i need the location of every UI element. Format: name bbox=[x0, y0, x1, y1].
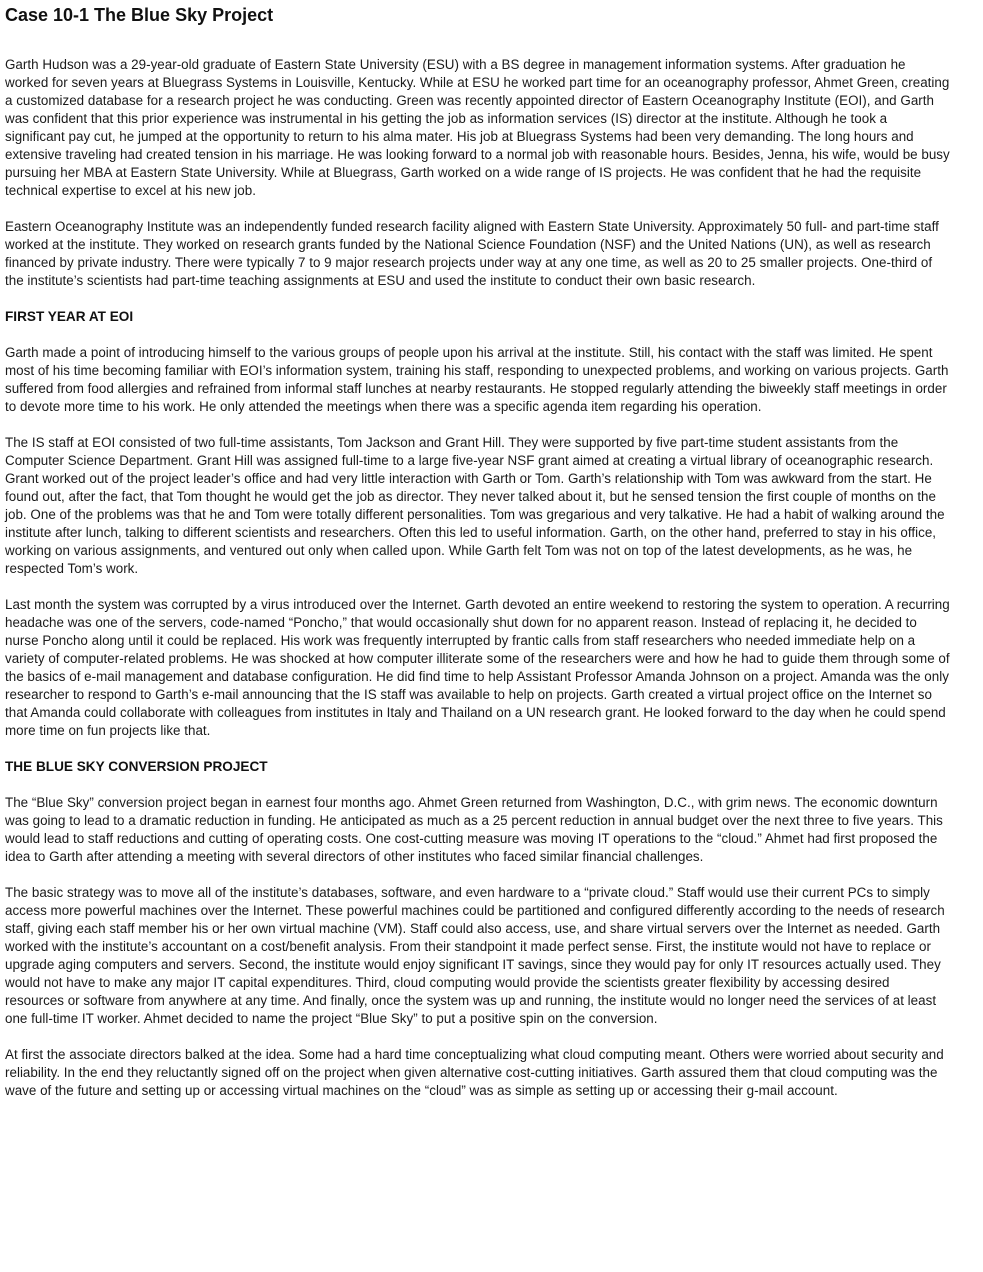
intro-paragraph-2: Eastern Oceanography Institute was an independently funded research facility aligned with Eastern State University. Approximately 50 full- and part-time staff worked at the institute. They worked on research grants funded by the National Science Foundation (NSF) and the United Nations (UN), as well as research financed by private industry. There were typically 7 to 9 major research projects under way at any one time, as well as 20 to 25 smaller projects. One-third of the institute’s scientists had part-time teaching assignments at ESU and used the institute to conduct their own basic research. bbox=[5, 219, 939, 288]
intro-paragraph-1: Garth Hudson was a 29-year-old graduate of Eastern State University (ESU) with a BS degree in management information systems. After graduation he worked for seven years at Bluegrass Systems in Louisville, Kentucky. While at ESU he worked part time for an oceanography professor, Ahmet Green, creating a customized database for a research project he was conducting. Green was recently appointed director of Eastern Oceanography Institute (EOI), and Garth was confident that this prior experience was instrumental in his getting the job as information services (IS) director at the institute. Although he took a significant pay cut, he jumped at the opportunity to return to his alma mater. His job at Bluegrass Systems had been very demanding. The long hours and extensive traveling had created tension in his marriage. He was looking forward to a normal job with reasonable hours. Besides, Jenna, his wife, would be busy pursuing her MBA at Eastern State University. While at Bluegrass, Garth worked on a wide range of IS projects. He was confident that he had the requisite technical expertise to excel at his new job. bbox=[5, 57, 950, 198]
document bbox=[5, 4, 950, 1118]
blue-sky-paragraph-2: The basic strategy was to move all of the institute’s databases, software, and even hardware to a “private cloud.” Staff would use their current PCs to simply access more powerful machines over the Internet. These powerful machines could be partitioned and configured differently according to the needs of research staff, giving each staff member his or her own virtual machine (VM). Staff could also access, use, and share virtual servers over the Internet as needed. Garth worked with the institute’s accountant on a cost/benefit analysis. From their standpoint it made perfect sense. First, the institute would not have to replace or upgrade aging computers and servers. Second, the institute would enjoy significant IT savings, since they would pay for only IT resources actually used. They would not have to make any major IT capital expenditures. Third, cloud computing would provide the scientists greater flexibility by accessing desired resources or software from anywhere at any time. And finally, once the system was up and running, the institute would no longer need the services of at least one full-time IT worker. Ahmet decided to name the project “Blue Sky” to put a positive spin on the conversion. bbox=[5, 885, 945, 1026]
case-title: Case 10-1 The Blue Sky Project bbox=[5, 5, 274, 25]
section-heading-first-year: FIRST YEAR AT EOI bbox=[5, 309, 134, 324]
blue-sky-paragraph-3: At first the associate directors balked at the idea. Some had a hard time conceptualizing what cloud computing meant. Others were worried about security and reliability. In the end they reluctantly signed off on the project when given alternative cost-cutting initiatives. Garth assured them that cloud computing was the wave of the future and setting up or accessing virtual machines on the “cloud” was as simple as setting up or accessing their g-mail account. bbox=[5, 1047, 944, 1098]
first-year-paragraph-1: Garth made a point of introducing himself to the various groups of people upon his arrival at the institute. Still, his contact with the staff was limited. He spent most of his time becoming familiar with EOI’s information system, training his staff, responding to unexpected problems, and working on various projects. Garth suffered from food allergies and refrained from informal staff lunches at nearby restaurants. He stopped regularly attending the biweekly staff meetings in order to devote more time to his work. He only attended the meetings when there was a specific agenda item regarding his operation. bbox=[5, 345, 949, 414]
blue-sky-paragraph-1: The “Blue Sky” conversion project began in earnest four months ago. Ahmet Green returned from Washington, D.C., with grim news. The economic downturn was going to lead to a dramatic reduction in funding. He anticipated as much as a 25 percent reduction in annual budget over the next three to five years. This would lead to staff reductions and cutting of operating costs. One cost-cutting measure was moving IT operations to the “cloud.” Ahmet had first proposed the idea to Garth after attending a meeting with several directors of other institutes who faced similar financial challenges. bbox=[5, 795, 943, 864]
section-heading-blue-sky: THE BLUE SKY CONVERSION PROJECT bbox=[5, 759, 268, 774]
first-year-paragraph-3: Last month the system was corrupted by a virus introduced over the Internet. Garth devoted an entire weekend to restoring the system to operation. A recurring headache was one of the servers, code-named “Poncho,” that would occasionally shut down for no apparent reason. Instead of replacing it, he decided to nurse Poncho along until it could be replaced. His work was frequently interrupted by frantic calls from staff researchers who needed immediate help on a variety of computer-related problems. He was shocked at how computer illiterate some of the researchers were and how he had to guide them through some of the basics of e-mail management and database configuration. He did find time to help Assistant Professor Amanda Johnson on a project. Amanda was the only researcher to respond to Garth’s e-mail announcing that the IS staff was available to help on projects. Garth created a virtual project office on the Internet so that Amanda could collaborate with colleagues from institutes in Italy and Thailand on a UN research grant. He looked forward to the day when he could spend more time on fun projects like that. bbox=[5, 597, 950, 738]
first-year-paragraph-2: The IS staff at EOI consisted of two full-time assistants, Tom Jackson and Grant Hill. They were supported by five part-time student assistants from the Computer Science Department. Grant Hill was assigned full-time to a large five-year NSF grant aimed at creating a virtual library of oceanographic research. Grant worked out of the project leader’s office and had very little interaction with Garth or Tom. Garth’s relationship with Tom was awkward from the start. He found out, after the fact, that Tom thought he would get the job as director. They never talked about it, but he sensed tension the first couple of months on the job. One of the problems was that he and Tom were totally different personalities. Tom was gregarious and very talkative. He had a habit of walking around the institute after lunch, talking to different scientists and researchers. Often this led to useful information. Garth, on the other hand, preferred to stay in his office, working on various assignments, and ventured out only when called upon. While Garth felt Tom was not on top of the latest developments, as he was, he respected Tom’s work. bbox=[5, 435, 945, 576]
